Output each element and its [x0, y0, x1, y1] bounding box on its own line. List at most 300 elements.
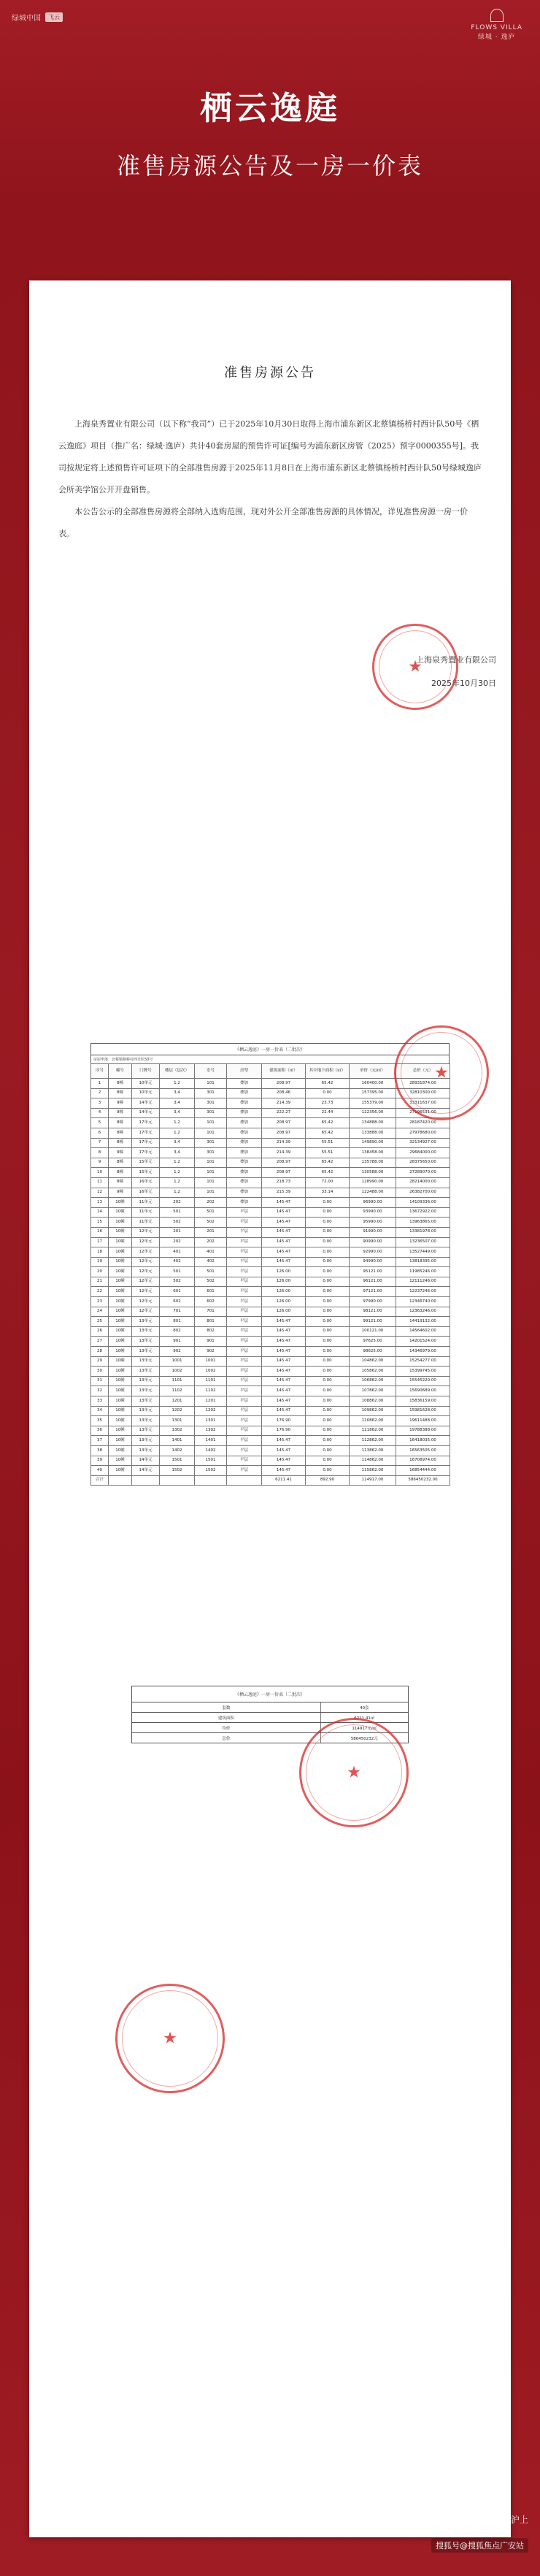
table-cell: 10幢: [109, 1317, 132, 1327]
table-cell: 12单元: [132, 1287, 160, 1297]
table-cell: 65.42: [306, 1118, 350, 1128]
table-cell: 0.00: [306, 1207, 350, 1218]
brand-logo-right: [471, 9, 522, 41]
table-cell: 202: [160, 1198, 195, 1208]
table-cell: 17单元: [132, 1148, 160, 1158]
table-cell: 3,4: [160, 1138, 195, 1148]
table-cell: 38: [91, 1445, 109, 1456]
table-cell: 145.47: [262, 1237, 306, 1247]
table-cell: 99121.00: [350, 1317, 396, 1327]
table-row: [91, 1138, 450, 1148]
table-cell: 65.42: [306, 1128, 350, 1138]
table-cell: 13527449.00: [396, 1247, 450, 1258]
table-cell: 39: [91, 1456, 109, 1466]
table-cell: 15836159.00: [396, 1396, 450, 1407]
table-cell: 8: [91, 1148, 109, 1158]
table-cell: 0.00: [306, 1426, 350, 1436]
table-cell: 10幢: [109, 1326, 132, 1337]
table-row: [91, 1475, 450, 1486]
table-cell: 0.00: [306, 1445, 350, 1456]
table-cell: 145.47: [262, 1218, 306, 1228]
table-cell: 90990.00: [350, 1237, 396, 1247]
table-row: [91, 1436, 450, 1446]
table-cell: 0.00: [306, 1406, 350, 1416]
table-cell: 91990.00: [350, 1227, 396, 1237]
table-cell: 32810300.00: [396, 1088, 450, 1098]
table-cell: 26382700.00: [396, 1188, 450, 1198]
table-cell: 145.47: [262, 1456, 306, 1466]
table-cell: 155379.00: [350, 1098, 396, 1109]
table-cell: 叠加: [227, 1098, 262, 1109]
table-cell: 10幢: [109, 1445, 132, 1456]
table-cell: 17: [91, 1237, 109, 1247]
table-cell: 8幢: [109, 1158, 132, 1168]
table-cell: 145.47: [262, 1326, 306, 1337]
table-cell: 14201524.00: [396, 1337, 450, 1347]
table-cell: 501: [195, 1267, 227, 1277]
table-cell: 10幢: [109, 1396, 132, 1407]
table-cell: 10幢: [109, 1416, 132, 1426]
table-cell: 15: [91, 1218, 109, 1228]
table-cell: 0.00: [306, 1386, 350, 1396]
table-cell: 22.44: [306, 1108, 350, 1118]
table-cell: 98625.00: [350, 1347, 396, 1357]
table-cell: 14: [91, 1207, 109, 1218]
table-cell: 10幢: [109, 1307, 132, 1317]
table-cell: 145.47: [262, 1247, 306, 1258]
table-cell: 14419132.00: [396, 1317, 450, 1327]
table-cell: 10幢: [109, 1267, 132, 1277]
table-cell: 33.14: [306, 1188, 350, 1198]
table-cell: 12346740.00: [396, 1297, 450, 1307]
table-cell: 214.39: [262, 1148, 306, 1158]
table-cell: 701: [195, 1307, 227, 1317]
table-cell: 平层: [227, 1367, 262, 1377]
table-cell: 13236507.00: [396, 1237, 450, 1247]
table-cell: 128990.00: [350, 1177, 396, 1188]
table-cell: 114917.00: [350, 1475, 396, 1486]
table-cell: 1402: [195, 1445, 227, 1456]
table-cell: 36: [91, 1426, 109, 1436]
table-cell: 107862.00: [350, 1386, 396, 1396]
table-cell: 1502: [195, 1466, 227, 1476]
sign-company: 上海泉秀置业有限公司: [416, 655, 496, 665]
table-cell: 218.73: [262, 1177, 306, 1188]
table-row: [91, 1367, 450, 1377]
table-cell: 13单元: [132, 1367, 160, 1377]
table-cell: 9幢: [109, 1188, 132, 1198]
table-cell: 98121.00: [350, 1307, 396, 1317]
table-cell: 892.90: [306, 1475, 350, 1486]
table-cell: 601: [195, 1287, 227, 1297]
table-cell: 106862.00: [350, 1376, 396, 1386]
table-cell: 23.73: [306, 1098, 350, 1109]
summary-cell: 建筑面积: [132, 1713, 321, 1722]
table-cell: 平层: [227, 1218, 262, 1228]
table-cell: 叠加: [227, 1158, 262, 1168]
table-cell: 15254277.00: [396, 1356, 450, 1367]
table-cell: 208.97: [262, 1118, 306, 1128]
table-row: [91, 1416, 450, 1426]
table-cell: 10幢: [109, 1257, 132, 1267]
table-row: [91, 1386, 450, 1396]
table-cell: 202: [160, 1237, 195, 1247]
table-cell: 15单元: [132, 1168, 160, 1178]
table-cell: [227, 1475, 262, 1486]
table-cell: [132, 1475, 160, 1486]
table-cell: 平层: [227, 1466, 262, 1476]
table-row: [91, 1456, 450, 1466]
table-cell: 145.47: [262, 1367, 306, 1377]
table-cell: 15单元: [132, 1158, 160, 1168]
table-cell: 0.00: [306, 1237, 350, 1247]
table-cell: 126.00: [262, 1287, 306, 1297]
table-cell: 10单元: [132, 1088, 160, 1098]
table-cell: 157395.00: [350, 1088, 396, 1098]
table-cell: 215.39: [262, 1188, 306, 1198]
table-cell: 30: [91, 1367, 109, 1377]
table-cell: 25: [91, 1317, 109, 1327]
table-cell: 22: [91, 1287, 109, 1297]
table-cell: 11: [91, 1177, 109, 1188]
table-cell: 12单元: [132, 1307, 160, 1317]
summary-seal-icon: ★: [299, 1718, 409, 1827]
table-cell: 6211.41: [262, 1475, 306, 1486]
table-cell: 96990.00: [350, 1198, 396, 1208]
table-cell: 0.00: [306, 1227, 350, 1237]
table-cell: 1101: [195, 1376, 227, 1386]
price-table: [90, 1043, 450, 1486]
table-cell: 1501: [160, 1456, 195, 1466]
table-cell: 201: [195, 1227, 227, 1237]
table-cell: 13单元: [132, 1416, 160, 1426]
table-cell: 11单元: [132, 1218, 160, 1228]
table-cell: 10幢: [109, 1237, 132, 1247]
table-cell: 145.47: [262, 1207, 306, 1218]
table-cell: 37: [91, 1436, 109, 1446]
table-cell: 101: [195, 1188, 227, 1198]
table-cell: 平层: [227, 1416, 262, 1426]
table-cell: 126.00: [262, 1267, 306, 1277]
table-cell: 0.00: [306, 1297, 350, 1307]
table-cell: 10幢: [109, 1207, 132, 1218]
table-cell: 126.00: [262, 1297, 306, 1307]
table-cell: 叠加: [227, 1198, 262, 1208]
table-cell: 113862.00: [350, 1445, 396, 1456]
table-cell: 平层: [227, 1337, 262, 1347]
table-cell: 平层: [227, 1347, 262, 1357]
table-cell: 1401: [160, 1436, 195, 1446]
table-cell: 145.47: [262, 1227, 306, 1237]
table-cell: 12单元: [132, 1277, 160, 1287]
table-row: [91, 1267, 450, 1277]
table-row: [91, 1188, 450, 1198]
table-cell: 叠加: [227, 1118, 262, 1128]
table-row: [91, 1426, 450, 1436]
notice-paragraph-1: 上海泉秀置业有限公司（以下称“我司”）已于2025年10月30日取得上海市浦东新区北蔡镇杨桥村西计队50号《栖云逸庭》项目（推广名：绿城·逸庐）共计40套房屋的预售许可证[编号为浦东新区房管（2025）预字0000355号]。我司按规定将上述预售许可证项下的全部准售房源于2025年11月8日在上海市浦东新区北蔡镇杨桥村西计队50号绿城逸庐会所美学馆公开开盘销售。: [58, 419, 482, 494]
table-row: [91, 1218, 450, 1228]
table-cell: 10幢: [109, 1347, 132, 1357]
table-cell: 101: [195, 1079, 227, 1089]
table-cell: 12单元: [132, 1257, 160, 1267]
table-cell: 13单元: [132, 1317, 160, 1327]
table-cell: 112862.00: [350, 1436, 396, 1446]
table-cell: 0.00: [306, 1218, 350, 1228]
table-cell: 0.00: [306, 1396, 350, 1407]
table-cell: 8幢: [109, 1128, 132, 1138]
table-cell: 0.00: [306, 1277, 350, 1287]
table-cell: 104862.00: [350, 1356, 396, 1367]
table-row: [91, 1317, 450, 1327]
table-cell: 20: [91, 1267, 109, 1277]
table-cell: 3,4: [160, 1108, 195, 1118]
summary-cell: 40套: [360, 1705, 369, 1711]
table-cell: 叠加: [227, 1148, 262, 1158]
table-cell: 10幢: [109, 1287, 132, 1297]
table-cell: 401: [195, 1247, 227, 1258]
table-cell: 145.47: [262, 1257, 306, 1267]
table-row: [91, 1347, 450, 1357]
page-subtitle: 准售房源公告及一房一价表: [116, 152, 423, 180]
table-cell: 平层: [227, 1227, 262, 1237]
table-cell: 平层: [227, 1326, 262, 1337]
table-cell: 95990.00: [350, 1218, 396, 1228]
table-cell: 126.00: [262, 1277, 306, 1287]
table-cell: 13单元: [132, 1406, 160, 1416]
table-cell: 145.47: [262, 1198, 306, 1208]
table-cell: 合计: [91, 1475, 109, 1486]
table-cell: 叠加: [227, 1088, 262, 1098]
price-table-column-header: 建筑面积（㎡）: [262, 1064, 306, 1079]
table-cell: 40: [91, 1466, 109, 1476]
table-cell: 13单元: [132, 1426, 160, 1436]
table-cell: 97121.00: [350, 1287, 396, 1297]
table-cell: 126.00: [262, 1307, 306, 1317]
wechat-icon: [441, 2512, 455, 2526]
table-cell: [109, 1475, 132, 1486]
table-cell: 15545220.00: [396, 1376, 450, 1386]
price-table-column-header: 房型: [227, 1064, 262, 1079]
table-cell: 149890.00: [350, 1138, 396, 1148]
table-cell: 8幢: [109, 1079, 132, 1089]
price-table-column-header: 单价（元/㎡）: [350, 1064, 396, 1079]
table-cell: 130588.00: [350, 1168, 396, 1178]
price-table-column-header: 其中地下面积（㎡）: [306, 1064, 350, 1079]
table-cell: 16单元: [132, 1177, 160, 1188]
table-cell: 13单元: [132, 1337, 160, 1347]
table-cell: 802: [195, 1326, 227, 1337]
table-cell: 122488.00: [350, 1188, 396, 1198]
table-cell: 平层: [227, 1436, 262, 1446]
brand-mark-icon: [490, 9, 504, 22]
table-cell: 平层: [227, 1386, 262, 1396]
table-cell: 105862.00: [350, 1367, 396, 1377]
table-cell: 0.00: [306, 1287, 350, 1297]
table-cell: 10幢: [109, 1297, 132, 1307]
table-cell: 502: [160, 1218, 195, 1228]
table-cell: 19: [91, 1257, 109, 1267]
table-cell: 18: [91, 1247, 109, 1258]
table-row: [91, 1207, 450, 1218]
table-cell: 13单元: [132, 1356, 160, 1367]
footer-source: 搜狐号@搜狐焦点广安站: [431, 2538, 528, 2553]
table-cell: 145.47: [262, 1347, 306, 1357]
notice-paragraph-2: 本公告公示的全部准售房源将全部纳入选购范围，现对外公开全部准售房源的具体情况，详见准售房源一房一价表。: [58, 507, 468, 538]
table-cell: 3,4: [160, 1088, 195, 1098]
table-cell: [160, 1475, 195, 1486]
table-row: [91, 1098, 450, 1109]
table-cell: 214.39: [262, 1138, 306, 1148]
table-cell: 72.00: [306, 1177, 350, 1188]
table-cell: 0.00: [306, 1347, 350, 1357]
table-cell: 33311637.00: [396, 1098, 450, 1109]
table-row: [91, 1307, 450, 1317]
table-cell: 35: [91, 1416, 109, 1426]
table-cell: 109862.00: [350, 1406, 396, 1416]
table-row: [91, 1108, 450, 1118]
table-cell: 11单元: [132, 1207, 160, 1218]
table-cell: 13: [91, 1198, 109, 1208]
table-cell: 901: [160, 1337, 195, 1347]
table-cell: 208.46: [262, 1088, 306, 1098]
table-cell: 9: [91, 1158, 109, 1168]
table-cell: 145.47: [262, 1406, 306, 1416]
table-cell: 502: [195, 1218, 227, 1228]
price-table-subtitle: 房屋坐落：北蔡镇杨桥村西计队50号: [90, 1055, 450, 1063]
table-cell: 8幢: [109, 1088, 132, 1098]
table-cell: 27289070.00: [396, 1168, 450, 1178]
table-cell: 14346979.00: [396, 1347, 450, 1357]
table-cell: 14564602.00: [396, 1326, 450, 1337]
table-row: [91, 1287, 450, 1297]
table-cell: 13单元: [132, 1347, 160, 1357]
table-cell: 10幢: [109, 1436, 132, 1446]
table-cell: 1,2: [160, 1158, 195, 1168]
table-cell: 1101: [160, 1376, 195, 1386]
table-cell: 12单元: [132, 1227, 160, 1237]
table-cell: 1002: [195, 1367, 227, 1377]
table-cell: 402: [195, 1257, 227, 1267]
table-cell: 1401: [195, 1436, 227, 1446]
table-cell: 202: [195, 1237, 227, 1247]
table-cell: 94990.00: [350, 1257, 396, 1267]
table-row: [91, 1466, 450, 1476]
table-cell: 16: [91, 1227, 109, 1237]
table-cell: 平层: [227, 1376, 262, 1386]
table-cell: 叠加: [227, 1188, 262, 1198]
table-cell: 133888.00: [350, 1128, 396, 1138]
table-cell: 12: [91, 1188, 109, 1198]
table-cell: 502: [160, 1277, 195, 1287]
table-cell: 0.00: [306, 1337, 350, 1347]
table-cell: 902: [160, 1347, 195, 1357]
brand-logo-left: [12, 12, 63, 23]
table-cell: 27: [91, 1337, 109, 1347]
table-cell: 1301: [195, 1416, 227, 1426]
table-cell: 12237246.00: [396, 1287, 450, 1297]
footer-watermark-text: 公众号 · 房在沪上: [458, 2514, 528, 2525]
table-cell: 501: [195, 1207, 227, 1218]
table-cell: 1002: [160, 1367, 195, 1377]
table-cell: 4: [91, 1108, 109, 1118]
brand-right-en: FLOWS VILLA: [471, 24, 522, 31]
table-cell: 97990.00: [350, 1297, 396, 1307]
table-cell: 0.00: [306, 1367, 350, 1377]
table-cell: 801: [160, 1317, 195, 1327]
table-cell: 402: [160, 1257, 195, 1267]
table-cell: 17单元: [132, 1118, 160, 1128]
table-cell: 902: [195, 1347, 227, 1357]
table-cell: 1202: [195, 1406, 227, 1416]
table-cell: 14单元: [132, 1466, 160, 1476]
table-cell: 10幢: [109, 1277, 132, 1287]
table-cell: 135788.00: [350, 1158, 396, 1168]
table-cell: 10幢: [109, 1218, 132, 1228]
table-cell: 14单元: [132, 1456, 160, 1466]
summary-row: [131, 1702, 409, 1713]
table-cell: 21: [91, 1277, 109, 1287]
table-cell: 9幢: [109, 1148, 132, 1158]
table-cell: 12111246.00: [396, 1277, 450, 1287]
table-row: [91, 1088, 450, 1098]
table-cell: 1,2: [160, 1177, 195, 1188]
table-cell: 601: [160, 1287, 195, 1297]
table-cell: 176.90: [262, 1416, 306, 1426]
table-cell: 1301: [160, 1416, 195, 1426]
table-cell: 叠加: [227, 1079, 262, 1089]
price-table-column-header: 幢号: [109, 1064, 132, 1079]
table-cell: 208.97: [262, 1079, 306, 1089]
table-cell: 96121.00: [350, 1277, 396, 1287]
table-cell: 10幢: [109, 1356, 132, 1367]
table-cell: 1302: [195, 1426, 227, 1436]
table-cell: 10幢: [109, 1466, 132, 1476]
table-cell: 1402: [160, 1445, 195, 1456]
table-cell: 0.00: [306, 1247, 350, 1258]
table-cell: 1,2: [160, 1079, 195, 1089]
table-cell: 28375650.00: [396, 1158, 450, 1168]
table-cell: 801: [195, 1317, 227, 1327]
table-cell: 1,2: [160, 1118, 195, 1128]
table-cell: 3,4: [160, 1098, 195, 1109]
table-cell: 平层: [227, 1445, 262, 1456]
header: [0, 0, 540, 278]
table-cell: 16708974.00: [396, 1456, 450, 1466]
table-cell: 平层: [227, 1287, 262, 1297]
table-cell: 3: [91, 1098, 109, 1109]
table-cell: 28187420.00: [396, 1118, 450, 1128]
table-cell: 2: [91, 1088, 109, 1098]
table-cell: 1,2: [160, 1188, 195, 1198]
table-cell: 95121.00: [350, 1267, 396, 1277]
table-cell: 1: [91, 1079, 109, 1089]
price-table-column-header: 楼层（层次）: [160, 1064, 195, 1079]
table-cell: 114862.00: [350, 1456, 396, 1466]
table-cell: 13381978.00: [396, 1227, 450, 1237]
table-cell: 110862.00: [350, 1416, 396, 1426]
table-cell: 24: [91, 1307, 109, 1317]
table-cell: 12单元: [132, 1237, 160, 1247]
table-cell: 13单元: [132, 1326, 160, 1337]
table-cell: 1102: [195, 1386, 227, 1396]
table-cell: 134888.00: [350, 1118, 396, 1128]
table-cell: 145.47: [262, 1386, 306, 1396]
table-cell: 平层: [227, 1406, 262, 1416]
brand-left-text: 绿城中国: [12, 15, 41, 23]
table-cell: 叠加: [227, 1138, 262, 1148]
price-table-body: [91, 1079, 450, 1486]
table-cell: 108862.00: [350, 1396, 396, 1407]
